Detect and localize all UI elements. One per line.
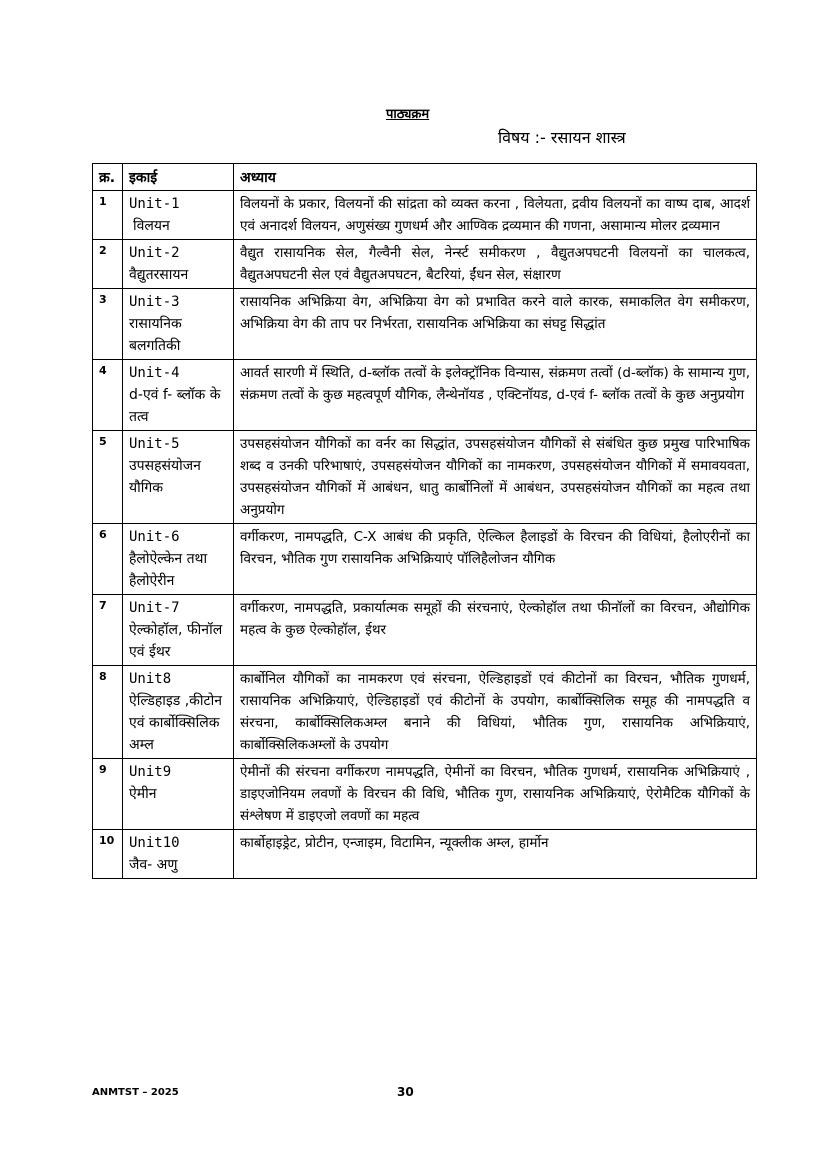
chapters-cell: उपसहसंयोजन यौगिकों का वर्नर का सिद्धांत, उपसहसंयोजन यौगिकों से संबंधित कुछ प्रमुख पारिभाषिक शब्द व उनकी परिभाषाएं, उपसहसंयोजन यौगिकों का नामकरण, उपसहसंयोजन यौगिकों में समावयवता, उपसहसंयोजन यौगिकों में आबंधन, धातु कार्बोनिलों में आबंधन, उपसहसंयोजन यौगिकों का महत्व तथा अनुप्रयोग	[234, 431, 757, 524]
table-row	[93, 830, 757, 879]
unit-name: जैव- अणु	[129, 857, 178, 873]
unit-name: ऐल्डिहाइड ,कीटोन एवं कार्बोक्सिलिक अम्ल	[129, 693, 223, 753]
unit-code: Unit-5	[129, 436, 180, 452]
syllabus-table	[92, 163, 757, 879]
chapters-cell: वर्गीकरण, नामपद्धति, C-X आबंध की प्रकृति, ऐल्किल हैलाइडों के विरचन की विधियां, हैलोएरीनों का विरचन, भौतिक गुण रासायनिक अभिक्रियाएं पॉलिहैलोजन यौगिक	[234, 524, 757, 595]
unit-code: Unit9	[129, 764, 172, 780]
table-row	[93, 289, 757, 360]
unit-code: Unit-7	[129, 600, 180, 616]
unit-cell	[123, 289, 234, 360]
unit-cell	[123, 240, 234, 289]
table-row	[93, 759, 757, 830]
table-row	[93, 431, 757, 524]
unit-code: Unit-2	[129, 245, 180, 261]
chapters-cell: कार्बोनिल यौगिकों का नामकरण एवं संरचना, ऐल्डिहाइडों एवं कीटोनों का विरचन, भौतिक गुणधर्म, रासायनिक अभिक्रियाएं, ऐल्डिहाइडों एवं कीटोनों के उपयोग, कार्बोक्सिलिक समूह की नामपद्धति व संरचना, कार्बोक्सिलिकअम्ल बनाने की विधियां, भौतिक गुण, रासायनिक अभिक्रियाएं, कार्बोक्सिलिकअम्लों के उपयोग	[234, 666, 757, 759]
unit-cell	[123, 595, 234, 666]
chapters-cell: वर्गीकरण, नामपद्धति, प्रकार्यात्मक समूहों की संरचनाएं, ऐल्कोहॉल तथा फीनॉलों का विरचन, औद्योगिक महत्व के कुछ ऐल्कोहॉल, ईथर	[234, 595, 757, 666]
unit-name: ऐल्कोहॉल, फीनॉल एवं ईथर	[129, 622, 223, 660]
unit-cell	[123, 524, 234, 595]
table-row	[93, 191, 757, 240]
table-row	[93, 595, 757, 666]
chapters-cell: आवर्त सारणी में स्थिति, d-ब्लॉक तत्वों के इलेक्ट्रॉनिक विन्यास, संक्रमण तत्वों (d-ब्लॉक) के सामान्य गुण, संक्रमण तत्वों के कुछ महत्वपूर्ण यौगिक, लैन्थेनॉयड , एक्टिनॉयड, d-एवं f- ब्लॉक तत्वों के कुछ अनुप्रयोग	[234, 360, 757, 431]
unit-name: वैद्युतरसायन	[129, 267, 189, 283]
unit-name: d-एवं f- ब्लॉक के तत्व	[129, 387, 221, 425]
row-number: 2	[93, 240, 123, 289]
chapters-cell: रासायनिक अभिक्रिया वेग, अभिक्रिया वेग को प्रभावित करने वाले कारक, समाकलित वेग समीकरण, अभिक्रिया वेग की ताप पर निर्भरता, रासायनिक अभिक्रिया का संघट्ट सिद्धांत	[234, 289, 757, 360]
unit-cell	[123, 191, 234, 240]
unit-code: Unit-6	[129, 529, 180, 545]
subject-title: विषय :- रसायन शास्त्र	[498, 128, 626, 147]
footer-exam-label: ANMTST – 2025	[92, 1087, 179, 1098]
chapters-cell: कार्बोहाइड्रेट, प्रोटीन, एन्जाइम, विटामिन, न्यूक्लीक अम्ल, हार्मोन	[234, 830, 757, 879]
unit-name: हैलोऐल्केन तथा हैलोऐरीन	[129, 551, 208, 589]
unit-code: Unit-3	[129, 294, 180, 310]
row-number: 6	[93, 524, 123, 595]
column-header-chapters: अध्याय	[234, 164, 757, 191]
row-number: 5	[93, 431, 123, 524]
unit-cell	[123, 830, 234, 879]
chapters-cell: विलयनों के प्रकार, विलयनों की सांद्रता को व्यक्त करना , विलेयता, द्रवीय विलयनों का वाष्प दाब, आदर्श एवं अनादर्श विलयन, अणुसंख्य गुणधर्म और आण्विक द्रव्यमान की गणना, असामान्य मोलर द्रव्यमान	[234, 191, 757, 240]
row-number: 10	[93, 830, 123, 879]
row-number: 7	[93, 595, 123, 666]
column-header-unit: इकाई	[123, 164, 234, 191]
chapters-cell: वैद्युत रासायनिक सेल, गैल्वैनी सेल, नेर्न्स्ट समीकरण , वैद्युतअपघटनी विलयनों का चालकत्व, वैद्युतअपघटनी सेल एवं वैद्युतअपघटन, बैटरियां, ईंधन सेल, संक्षारण	[234, 240, 757, 289]
unit-cell	[123, 759, 234, 830]
unit-name: रासायनिक बलगतिकी	[129, 316, 182, 354]
table-row	[93, 666, 757, 759]
unit-code: Unit8	[129, 671, 172, 687]
unit-cell	[123, 360, 234, 431]
row-number: 9	[93, 759, 123, 830]
row-number: 1	[93, 191, 123, 240]
unit-cell	[123, 666, 234, 759]
unit-code: Unit10	[129, 835, 180, 851]
column-header-no: क्र.	[93, 164, 123, 191]
page-heading: पाठ्यक्रम	[386, 107, 430, 122]
unit-name: उपसहसंयोजन यौगिक	[129, 458, 201, 496]
table-row	[93, 240, 757, 289]
row-number: 3	[93, 289, 123, 360]
unit-code: Unit-4	[129, 365, 180, 381]
unit-name: ऐमीन	[129, 786, 157, 802]
row-number: 4	[93, 360, 123, 431]
table-row	[93, 360, 757, 431]
unit-name: विलयन	[133, 218, 170, 234]
table-row	[93, 524, 757, 595]
row-number: 8	[93, 666, 123, 759]
chapters-cell: ऐमीनों की संरचना वर्गीकरण नामपद्धति, ऐमीनों का विरचन, भौतिक गुणधर्म, रासायनिक अभिक्रियाएं , डाइएजोनियम लवणों के विरचन की विधि, भौतिक गुण, रासायनिक अभिक्रियाएं, ऐरोमैटिक यौगिकों के संश्लेषण में डाइएजो लवणों का महत्व	[234, 759, 757, 830]
page-number: 30	[397, 1085, 414, 1099]
unit-cell	[123, 431, 234, 524]
table-header-row	[93, 164, 757, 191]
unit-code: Unit-1	[129, 196, 180, 212]
